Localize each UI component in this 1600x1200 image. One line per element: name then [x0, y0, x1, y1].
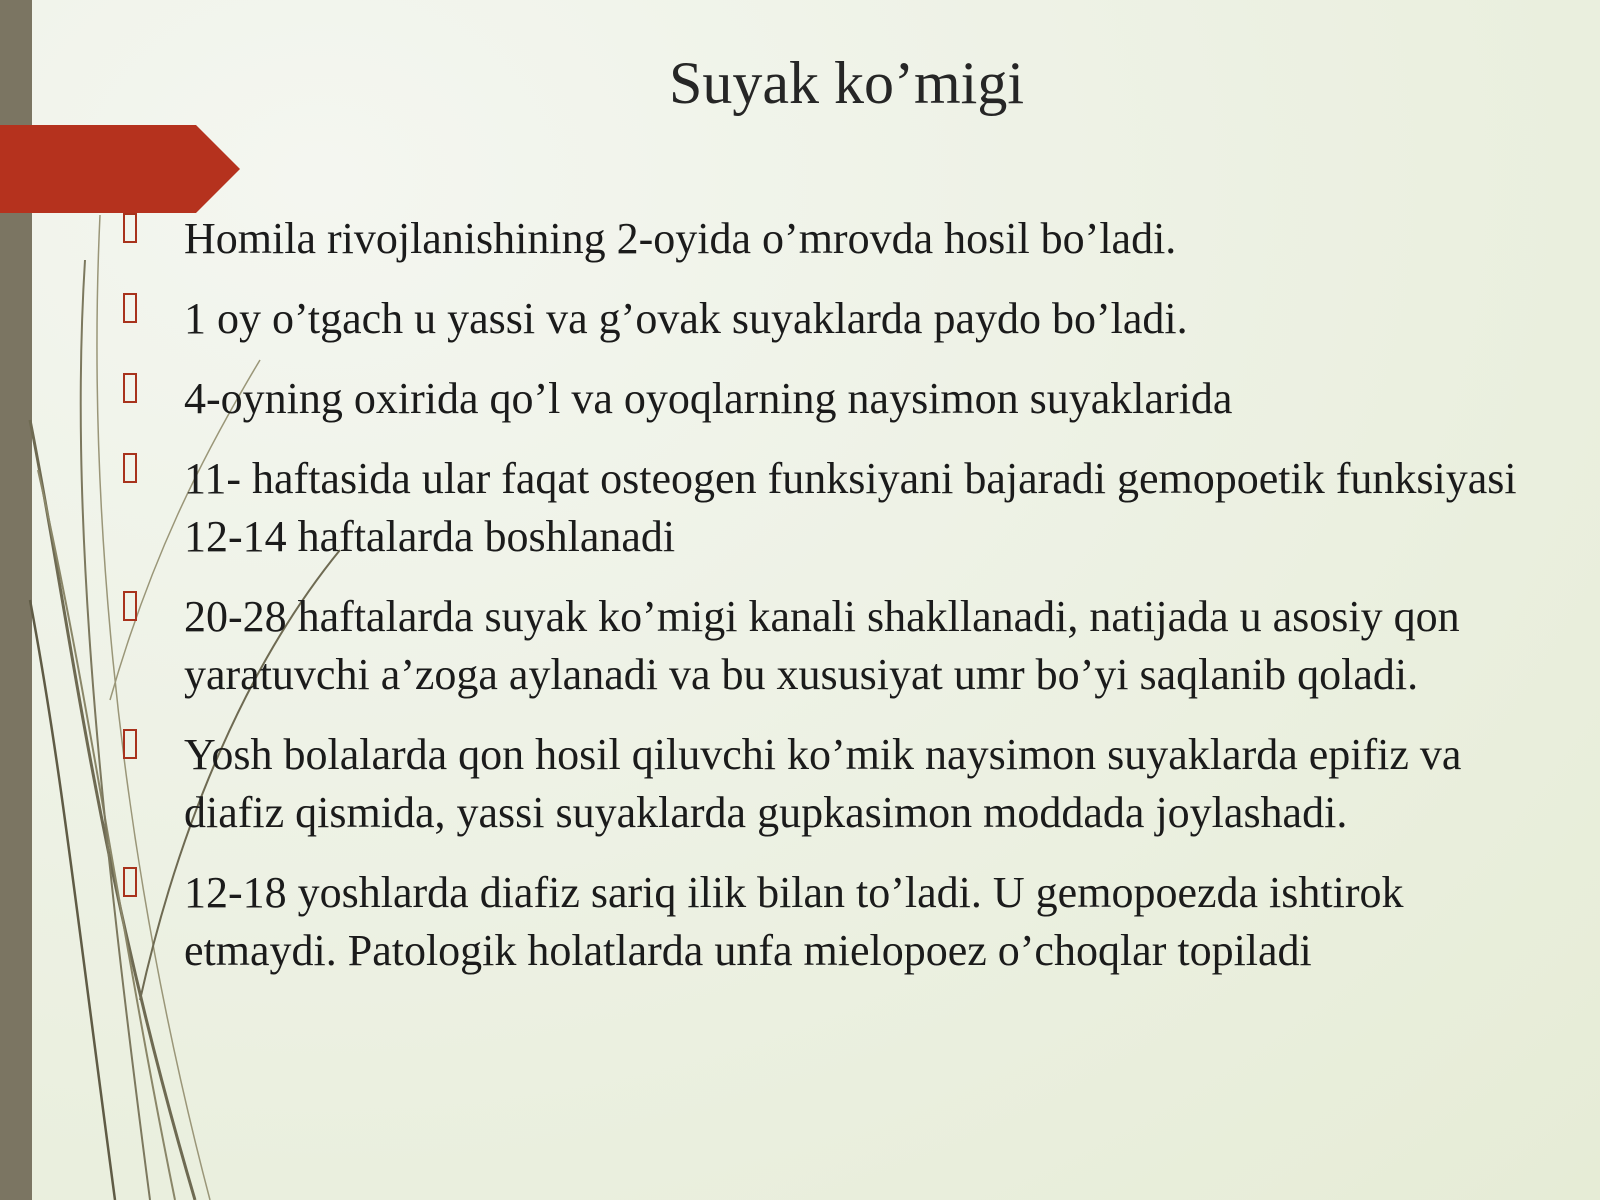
list-item [120, 588, 1540, 704]
bullet-text: 20-28 haftalarda suyak ko’migi kanali shakllanadi, natijada u asosiy qon yaratuvchi a’zoga aylanadi va bu xususiyat umr bo’yi saqlanib qoladi. [184, 592, 1460, 699]
square-bullet-icon [123, 591, 137, 621]
square-bullet-icon [123, 453, 137, 483]
bullet-text: 11- haftasida ular faqat osteogen funksiyani bajaradi gemopoetik funksiyasi 12-14 haftalarda boshlanadi [184, 454, 1517, 561]
list-item [120, 726, 1540, 842]
list-item [120, 370, 1540, 428]
bullet-text: Homila rivojlanishining 2-oyida o’mrovda hosil bo’ladi. [184, 214, 1177, 263]
list-item [120, 450, 1540, 566]
bullet-text: 1 oy o’tgach u yassi va g’ovak suyaklarda paydo bo’ladi. [184, 294, 1188, 343]
bullet-text: Yosh bolalarda qon hosil qiluvchi ko’mik naysimon suyaklarda epifiz va diafiz qismida, yassi suyaklarda gupkasimon moddada joylashadi. [184, 730, 1462, 837]
bullet-list [120, 210, 1540, 1002]
slide-title: Suyak ko’migi [669, 50, 1024, 116]
square-bullet-icon [123, 293, 137, 323]
square-bullet-icon [123, 729, 137, 759]
square-bullet-icon [123, 213, 137, 243]
bullet-text: 12-18 yoshlarda diafiz sariq ilik bilan to’ladi. U gemopoezda ishtirok etmaydi. Patologik holatlarda unfa mielopoez o’choqlar topiladi [184, 868, 1404, 975]
accent-ribbon [0, 125, 240, 213]
list-item [120, 210, 1540, 268]
bullet-text: 4-oyning oxirida qo’l va oyoqlarning naysimon suyaklarida [184, 374, 1233, 423]
square-bullet-icon [123, 373, 137, 403]
list-item [120, 290, 1540, 348]
list-item [120, 864, 1540, 980]
square-bullet-icon [123, 867, 137, 897]
